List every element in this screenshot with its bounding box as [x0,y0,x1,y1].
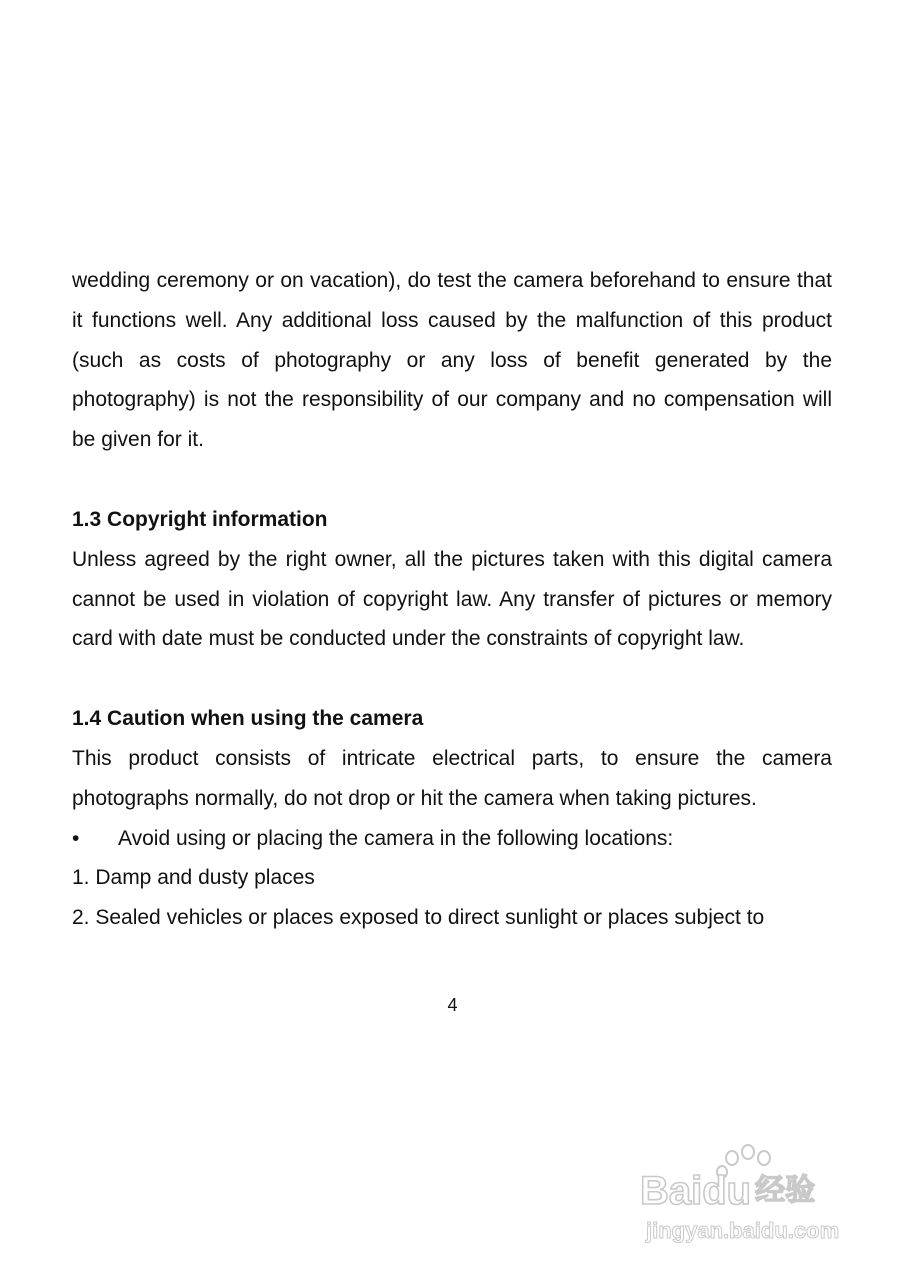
watermark-logo [640,1166,855,1216]
watermark-chinese: 经验 [755,1173,816,1208]
page-number: 4 [447,995,458,1015]
intro-paragraph: wedding ceremony or on vacation), do test the camera beforehand to ensure that it functions well. Any additional loss caused by the malfunction of this product (such as costs of photography or any loss of benefit generated by the photography) is not the responsibility of our company and no compensation will be given for it. [72,269,832,452]
list-item-sealed: 2. Sealed vehicles or places exposed to direct sunlight or places subject to [72,906,765,930]
section-heading-copyright: 1.3 Copyright information [72,507,328,531]
document-body [72,261,832,938]
bullet-text: Avoid using or placing the camera in the following locations: [118,826,674,850]
copyright-paragraph: Unless agreed by the right owner, all the pictures taken with this digital camera cannot be used in violation of copyright law. Any transfer of pictures or memory card with date must be conducted under the constraints of copyright law. [72,547,832,651]
watermark-url: jingyan.baidu.com [646,1218,840,1243]
baidu-watermark [640,1142,855,1252]
watermark-brand: Bai [640,1169,703,1213]
bullet-item [72,819,832,859]
caution-paragraph: This product consists of intricate electrical parts, to ensure the camera photographs normally, do not drop or hit the camera when taking pictures. [72,746,832,810]
list-item-damp: 1. Damp and dusty places [72,866,315,890]
section-heading-caution: 1.4 Caution when using the camera [72,707,424,731]
watermark-brand-suffix: du [702,1169,752,1213]
bullet-icon: • [72,826,80,850]
